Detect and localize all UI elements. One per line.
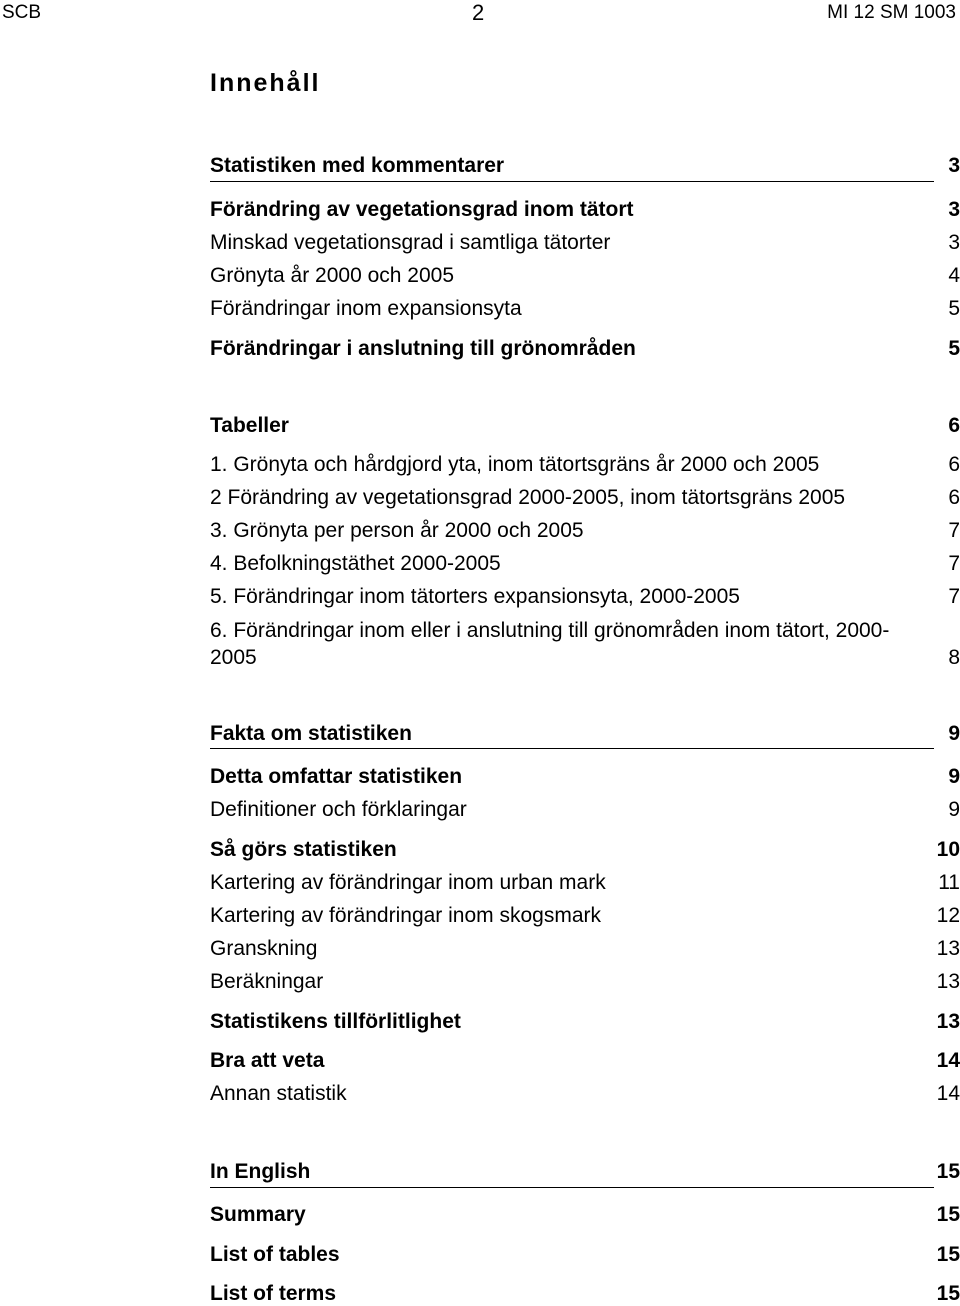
toc-entry-page: 14 bbox=[936, 1049, 960, 1072]
toc-section-heading[interactable] bbox=[210, 153, 960, 178]
toc-heading-text: In English bbox=[210, 1160, 311, 1183]
toc-entry-page: 3 bbox=[948, 231, 960, 254]
toc-heading-text: Tabeller bbox=[210, 414, 289, 437]
toc-entry[interactable] bbox=[210, 870, 960, 895]
section-divider bbox=[210, 181, 934, 182]
toc-entry-text: Grönyta år 2000 och 2005 bbox=[210, 264, 455, 287]
toc-entry-page: 10 bbox=[936, 838, 960, 861]
toc-entry-text: 3. Grönyta per person år 2000 och 2005 bbox=[210, 519, 584, 542]
toc-entry[interactable] bbox=[210, 551, 960, 576]
toc-heading-page: 3 bbox=[948, 154, 960, 177]
toc-entry[interactable] bbox=[210, 797, 960, 822]
toc-entry-page: 15 bbox=[936, 1203, 960, 1226]
toc-entry-text: Detta omfattar statistiken bbox=[210, 765, 463, 788]
toc-entry-text: 5. Förändringar inom tätorters expansionsyta, 2000-2005 bbox=[210, 585, 740, 608]
toc-entry-text: Kartering av förändringar inom urban mark bbox=[210, 871, 606, 894]
toc-entry[interactable] bbox=[210, 230, 960, 255]
toc-entry-text: List of tables bbox=[210, 1243, 340, 1266]
toc-heading-page: 9 bbox=[948, 722, 960, 745]
toc-entry-page: 5 bbox=[948, 337, 960, 360]
toc-entry[interactable] bbox=[210, 452, 960, 477]
toc-entry-page: 3 bbox=[948, 198, 960, 221]
toc-entry-text: Statistikens tillförlitlighet bbox=[210, 1010, 461, 1033]
toc-entry-page: 13 bbox=[936, 937, 960, 960]
toc-entry-page: 9 bbox=[948, 798, 960, 821]
toc-entry-page: 13 bbox=[936, 970, 960, 993]
toc-section-heading[interactable] bbox=[210, 1159, 960, 1184]
header-report-id: MI 12 SM 1003 bbox=[827, 2, 956, 23]
toc-entry-page: 6 bbox=[948, 453, 960, 476]
toc-entry[interactable] bbox=[210, 969, 960, 994]
toc-entry-text: Bra att veta bbox=[210, 1049, 325, 1072]
page-title: Innehåll bbox=[210, 69, 321, 97]
toc-entry-text: Kartering av förändringar inom skogsmark bbox=[210, 904, 602, 927]
toc-entry-page: 15 bbox=[936, 1243, 960, 1266]
toc-entry-page: 4 bbox=[948, 264, 960, 287]
toc-entry-text: 4. Befolkningstäthet 2000-2005 bbox=[210, 552, 501, 575]
toc-entry-text: Förändringar i anslutning till grönområden bbox=[210, 337, 636, 360]
toc-entry-page: 15 bbox=[936, 1282, 960, 1305]
toc-section-heading[interactable] bbox=[210, 413, 960, 438]
toc-entry-text: Summary bbox=[210, 1203, 306, 1226]
toc-entry[interactable] bbox=[210, 837, 960, 862]
toc-entry-page: 7 bbox=[948, 552, 960, 575]
toc-entry-text: 6. Förändringar inom eller i anslutning till grönområden inom tätort, 2000-2005 bbox=[210, 619, 890, 669]
toc-entry-page: 8 bbox=[948, 646, 960, 669]
toc-entry[interactable] bbox=[210, 1202, 960, 1227]
toc-entry[interactable] bbox=[210, 1281, 960, 1306]
page-number: 2 bbox=[472, 0, 485, 25]
toc-entry[interactable] bbox=[210, 197, 960, 222]
toc-entry-text: Förändring av vegetationsgrad inom tätort bbox=[210, 198, 634, 221]
toc-entry[interactable] bbox=[210, 336, 960, 361]
toc-entry-page: 7 bbox=[948, 519, 960, 542]
toc-heading-text: Fakta om statistiken bbox=[210, 722, 412, 745]
toc-entry[interactable] bbox=[210, 1242, 960, 1267]
toc-entry-text: List of terms bbox=[210, 1282, 337, 1305]
toc-entry-text: Definitioner och förklaringar bbox=[210, 798, 467, 821]
toc-entry-text: Så görs statistiken bbox=[210, 838, 397, 861]
toc-entry-text: Förändringar inom expansionsyta bbox=[210, 297, 522, 320]
toc-entry-text: Granskning bbox=[210, 937, 318, 960]
toc-entry[interactable] bbox=[210, 903, 960, 928]
toc-entry[interactable] bbox=[210, 1081, 960, 1106]
toc-entry-page: 9 bbox=[948, 765, 960, 788]
toc-entry-page: 14 bbox=[936, 1082, 960, 1105]
header-org: SCB bbox=[2, 2, 42, 23]
toc-entry[interactable] bbox=[210, 1009, 960, 1034]
toc-entry[interactable] bbox=[210, 518, 960, 543]
toc-entry-text: 2 Förändring av vegetationsgrad 2000-2005, inom tätortsgräns 2005 bbox=[210, 486, 846, 509]
toc-entry-page: 13 bbox=[936, 1010, 960, 1033]
toc-entry-page: 11 bbox=[938, 871, 960, 894]
toc-heading-page: 6 bbox=[948, 414, 960, 437]
toc-heading-text: Statistiken med kommentarer bbox=[210, 154, 505, 177]
toc-section-heading[interactable] bbox=[210, 721, 960, 746]
toc-entry-text: Annan statistik bbox=[210, 1082, 347, 1105]
toc-entry[interactable] bbox=[210, 617, 960, 671]
toc-entry-text: 1. Grönyta och hårdgjord yta, inom tätortsgräns år 2000 och 2005 bbox=[210, 453, 820, 476]
toc-entry-page: 5 bbox=[948, 297, 960, 320]
section-divider bbox=[210, 1187, 934, 1188]
toc-entry[interactable] bbox=[210, 764, 960, 789]
toc-entry[interactable] bbox=[210, 485, 960, 510]
section-divider bbox=[210, 748, 934, 749]
toc-entry[interactable] bbox=[210, 1048, 960, 1073]
toc-entry-page: 7 bbox=[948, 585, 960, 608]
toc-heading-page: 15 bbox=[936, 1160, 960, 1183]
toc-entry[interactable] bbox=[210, 584, 960, 609]
toc-entry-page: 12 bbox=[936, 904, 960, 927]
toc-entry-text: Beräkningar bbox=[210, 970, 324, 993]
toc-entry-page: 6 bbox=[948, 486, 960, 509]
toc-entry[interactable] bbox=[210, 296, 960, 321]
toc-entry[interactable] bbox=[210, 936, 960, 961]
toc-entry-text: Minskad vegetationsgrad i samtliga tätorter bbox=[210, 231, 611, 254]
toc-entry[interactable] bbox=[210, 263, 960, 288]
